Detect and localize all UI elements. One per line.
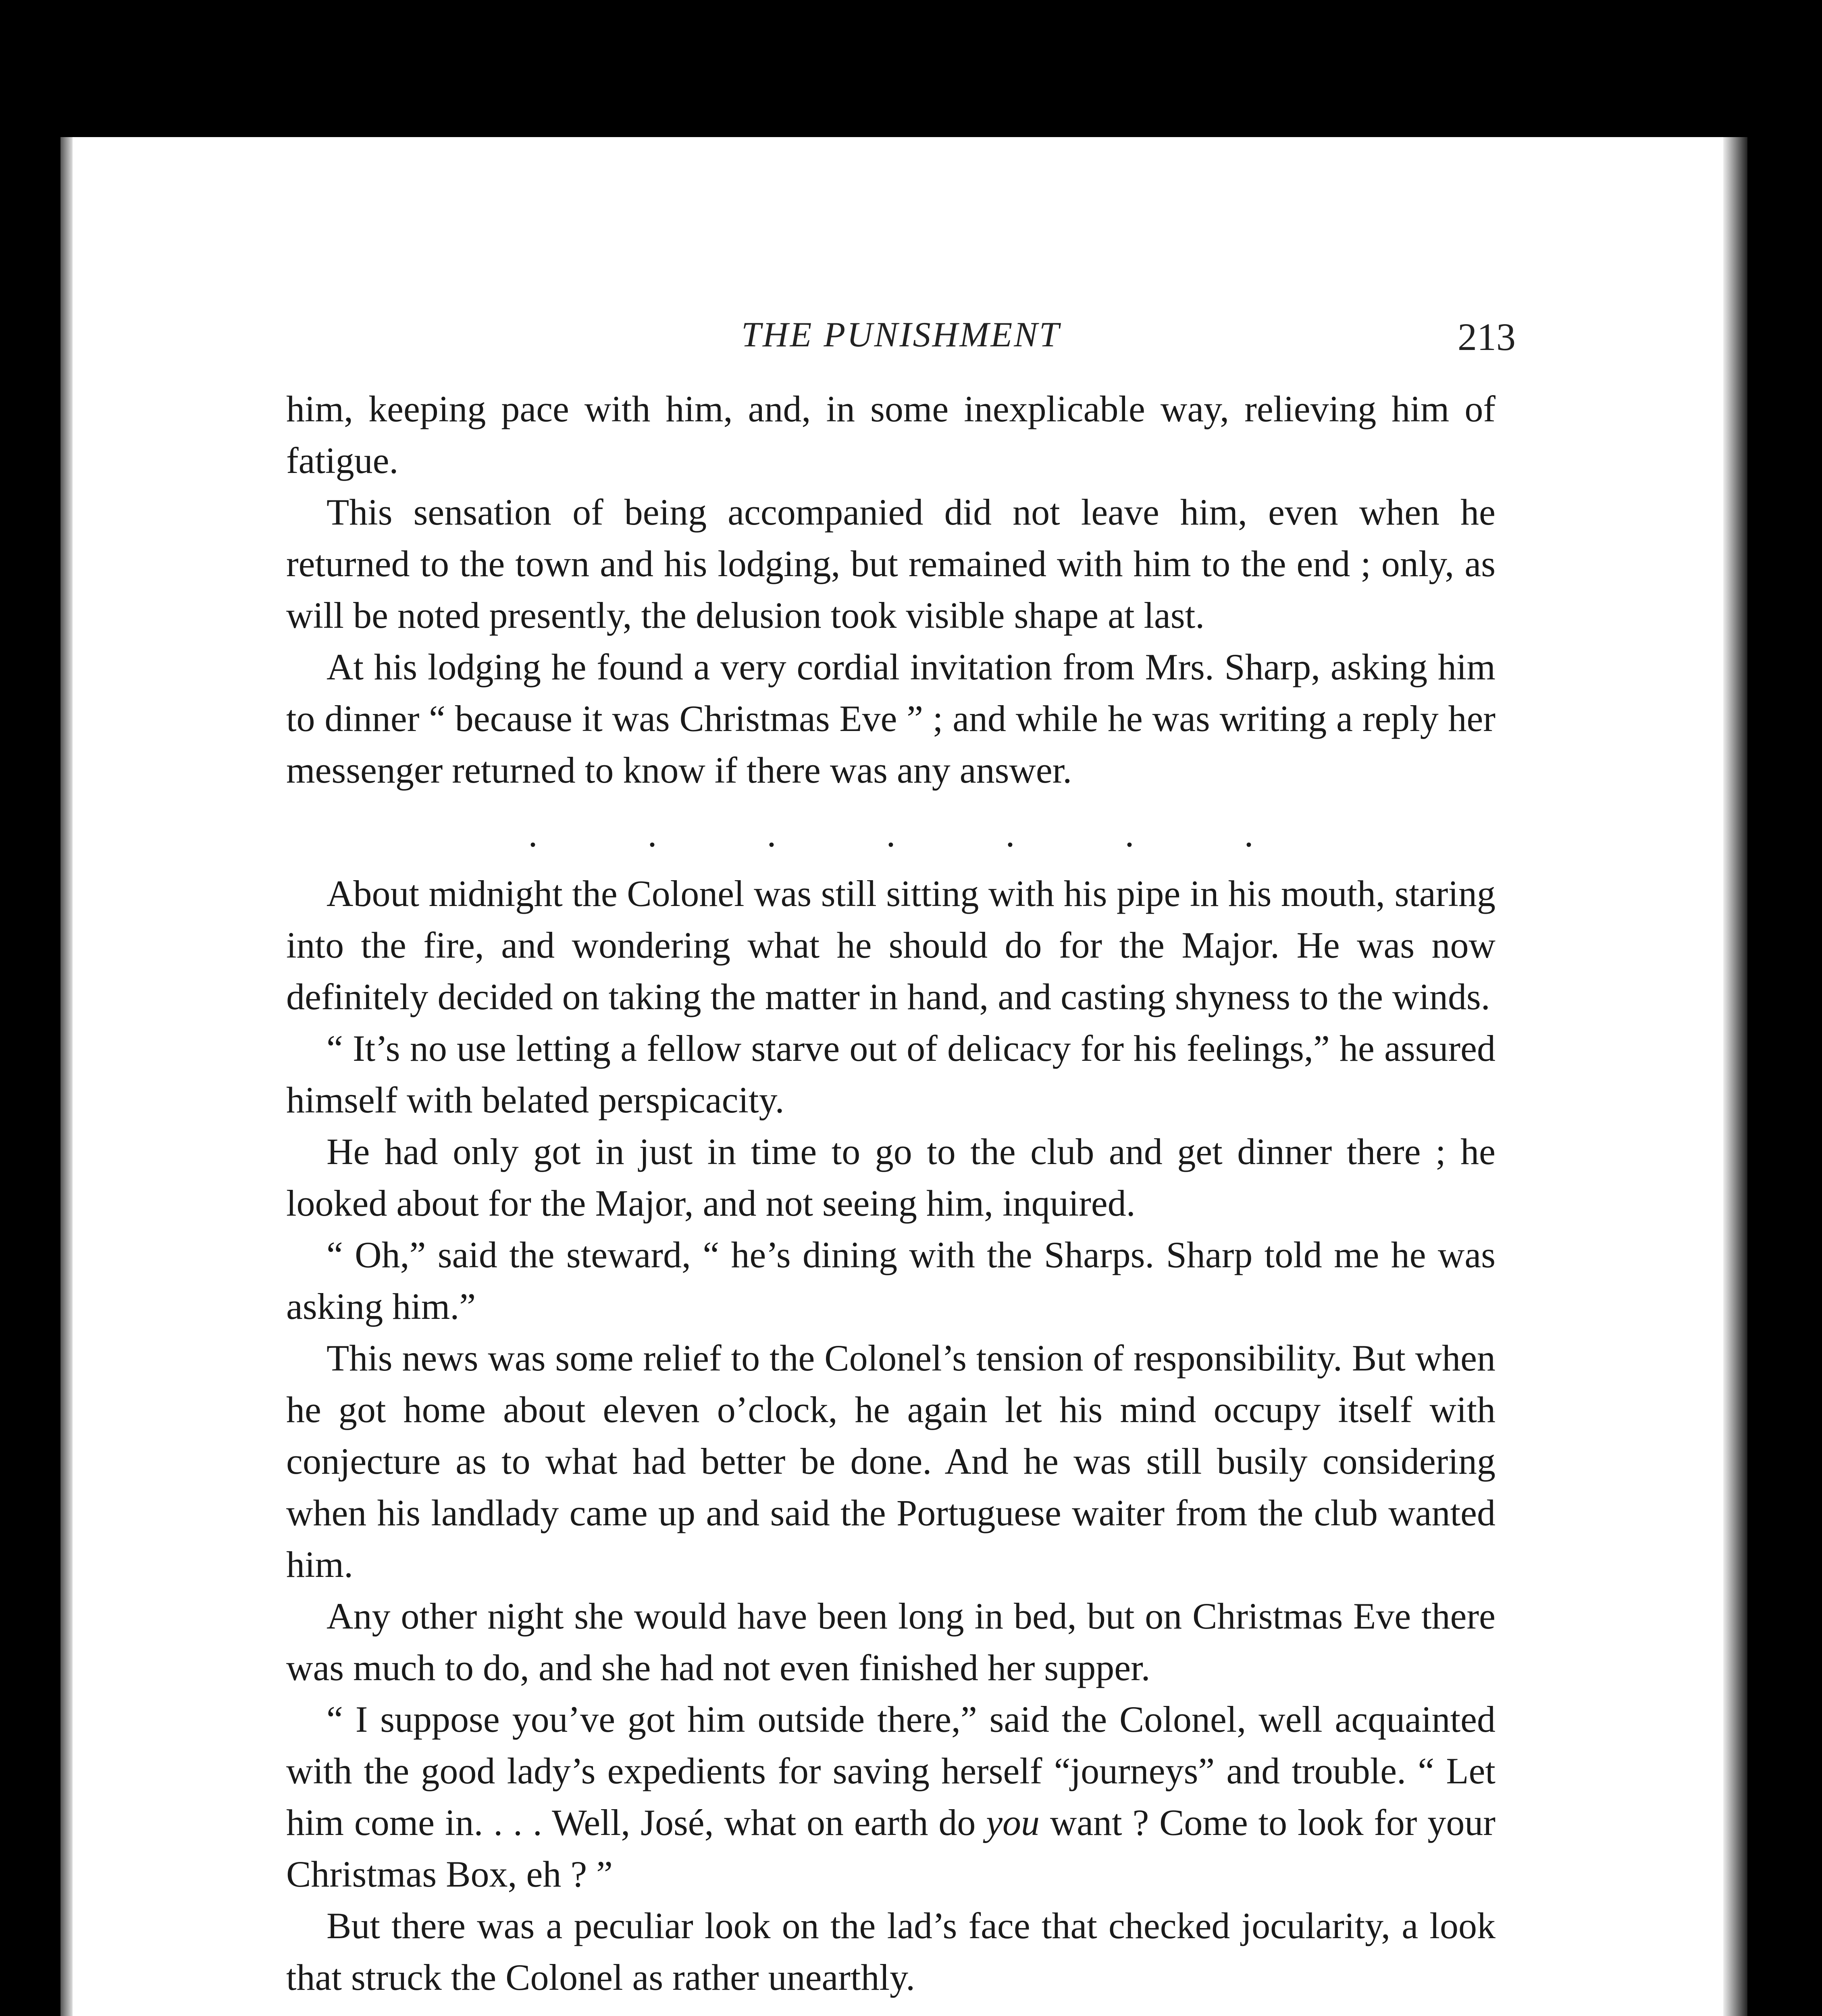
section-break: . . . . . . . xyxy=(528,813,1254,854)
paragraph-text: want ? Come to look for your Christmas Box, eh ? ” xyxy=(286,1802,1495,1895)
paragraph: “ Oh,” said the steward, “ he’s dining with the Sharps. Sharp told me he was asking him.” xyxy=(286,1234,1495,1327)
paragraph xyxy=(286,1693,1495,1900)
paragraph: This news was some relief to the Colonel’s tension of responsibility. But when he got home about eleven o’clock, he again let his mind occupy itself with conjecture as to what had better be done. And he was still busily considering when his landlady came up and said the Portuguese waiter from the club wanted him. xyxy=(286,1337,1495,1585)
paragraph-text: “ I suppose you’ve got him outside there,” said the Colonel, well acquainted with the good lady’s expedients for saving herself “journeys” and trouble. “ Let him come in. . . . Well, José, what on earth do xyxy=(286,1699,1495,1843)
paragraph: At his lodging he found a very cordial invitation from Mrs. Sharp, asking him to dinner “ because it was Christmas Eve ” ; and while he was writing a reply her messenger returned to know if there was any answer. xyxy=(286,646,1495,791)
page-gutter-shadow xyxy=(60,137,73,2016)
page-edge-shadow xyxy=(1723,137,1747,2016)
paragraph: Any other night she would have been long in bed, but on Christmas Eve there was much to do, and she had not even finished her supper. xyxy=(286,1595,1495,1688)
paragraph: But there was a peculiar look on the lad’s face that checked jocularity, a look that struck the Colonel as rather unearthly. xyxy=(286,1905,1495,1998)
book-page xyxy=(60,137,1747,2016)
emphasized-word: you xyxy=(986,1802,1040,1843)
paragraph: He had only got in just in time to go to the club and get dinner there ; he looked about for the Major, and not seeing him, inquired. xyxy=(286,1131,1495,1224)
running-head-title: THE PUNISHMENT xyxy=(741,315,1061,354)
page-number: 213 xyxy=(1458,315,1516,358)
paragraph: “ It’s no use letting a fellow starve out of delicacy for his feelings,” he assured himself with belated perspicacity. xyxy=(286,1028,1495,1120)
paragraph: him, keeping pace with him, and, in some inexplicable way, relieving him of fatigue. xyxy=(286,388,1495,481)
paragraph: About midnight the Colonel was still sitting with his pipe in his mouth, staring into the fire, and wondering what he should do for the Major. He was now definitely decided on taking the matter in hand, and casting shyness to the winds. xyxy=(286,873,1495,1017)
running-head xyxy=(286,314,1516,363)
body-text xyxy=(286,383,1495,2003)
paragraph: This sensation of being accompanied did not leave him, even when he returned to the town and his lodging, but remained with him to the end ; only, as will be noted presently, the delusion took visible shape at last. xyxy=(286,492,1495,636)
